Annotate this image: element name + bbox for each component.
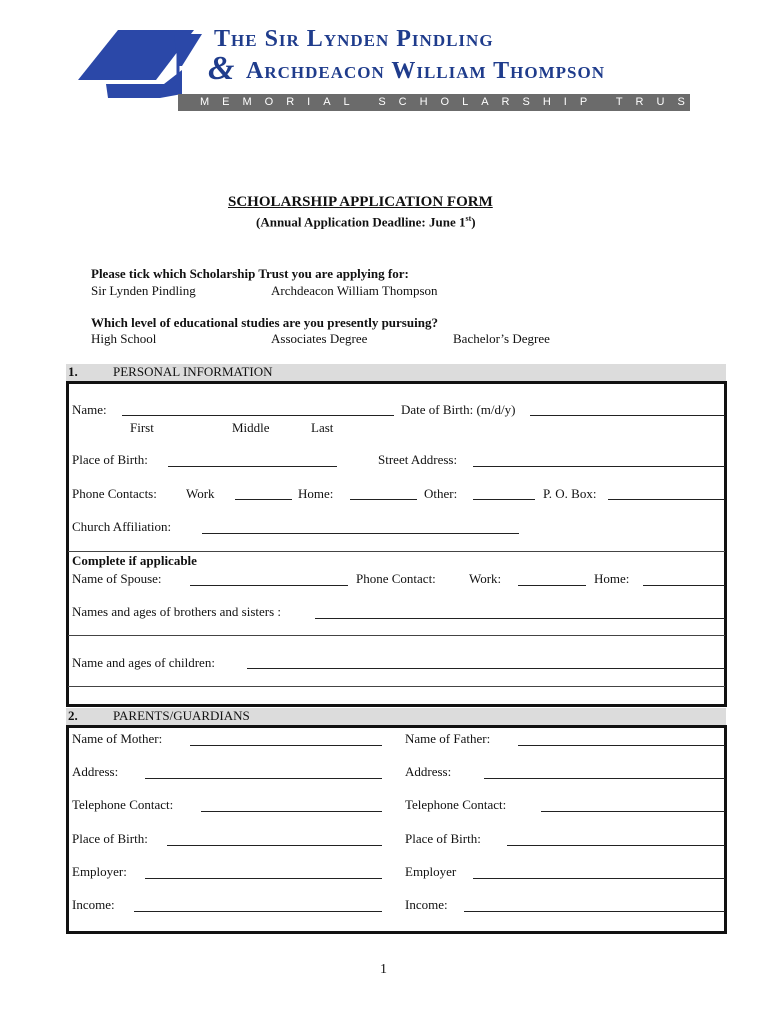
trust-question: Please tick which Scholarship Trust you are applying for: — [91, 266, 409, 281]
form-title: SCHOLARSHIP APPLICATION FORM — [228, 194, 493, 210]
church-label: Church Affiliation: — [72, 519, 172, 534]
mother-birthplace-label: Place of Birth: — [72, 831, 148, 846]
level-question: Which level of educational studies are you presently pursuing? — [91, 315, 438, 330]
father-address-label: Address: — [405, 764, 452, 779]
phone-home-label: Home: — [298, 486, 334, 501]
trust-option-thompson[interactable] — [271, 283, 444, 299]
father-label: Name of Father: — [405, 731, 491, 746]
father-telephone-label: Telephone Contact: — [405, 797, 507, 812]
siblings-field[interactable] — [315, 618, 725, 619]
father-employer-field[interactable] — [473, 878, 725, 879]
mother-birthplace-field[interactable] — [167, 845, 382, 846]
name-label: Name: — [72, 402, 107, 417]
father-income-label: Income: — [405, 897, 448, 912]
mother-income-field[interactable] — [134, 911, 382, 912]
spouse-field[interactable] — [190, 585, 348, 586]
section1-number: 1. — [68, 364, 78, 379]
mother-address-label: Address: — [72, 764, 119, 779]
spouse-work-label: Work: — [469, 571, 502, 586]
level-option-associates[interactable] — [271, 331, 373, 347]
level-option-bachelors[interactable] — [453, 331, 556, 347]
phone-contacts-label: Phone Contacts: — [72, 486, 157, 501]
mother-label: Name of Mother: — [72, 731, 163, 746]
name-middle-label: Middle — [232, 420, 270, 435]
level-option-label: High School — [91, 331, 157, 346]
father-telephone-field[interactable] — [541, 811, 725, 812]
church-field[interactable] — [202, 533, 519, 534]
logo-title-line2: Archdeacon William Thompson — [246, 58, 605, 84]
trust-option-label: Archdeacon William Thompson — [271, 283, 438, 298]
logo-ampersand: & — [208, 50, 235, 87]
mother-address-field[interactable] — [145, 778, 382, 779]
spouse-home-field[interactable] — [643, 585, 725, 586]
mother-employer-label: Employer: — [72, 864, 127, 879]
trust-option-pindling[interactable] — [91, 283, 202, 299]
dob-label: Date of Birth: (m/d/y) — [401, 402, 516, 417]
dob-field[interactable] — [530, 415, 725, 416]
father-income-field[interactable] — [464, 911, 725, 912]
name-first-label: First — [130, 420, 154, 435]
spouse-home-label: Home: — [594, 571, 630, 586]
trust-option-label: Sir Lynden Pindling — [91, 283, 196, 298]
spouse-label: Name of Spouse: — [72, 571, 162, 586]
applicable-divider — [68, 551, 725, 552]
level-option-label: Bachelor’s Degree — [453, 331, 550, 346]
deadline-sup: st — [465, 214, 472, 223]
mother-telephone-label: Telephone Contact: — [72, 797, 174, 812]
deadline-suffix: ) — [471, 214, 476, 230]
section2-number: 2. — [68, 708, 78, 723]
section1-title: PERSONAL INFORMATION — [113, 364, 273, 379]
po-box-label: P. O. Box: — [543, 486, 597, 501]
name-field[interactable] — [122, 415, 394, 416]
father-employer-label: Employer — [405, 864, 457, 879]
logo-band-text: MEMORIAL SCHOLARSHIP TRUST — [200, 96, 718, 108]
section2-title: PARENTS/GUARDIANS — [113, 708, 250, 723]
deadline-prefix: (Annual Application Deadline: June 1 — [256, 214, 466, 230]
place-of-birth-label: Place of Birth: — [72, 452, 148, 467]
siblings-divider — [68, 635, 725, 636]
mother-employer-field[interactable] — [145, 878, 382, 879]
phone-other-label: Other: — [424, 486, 458, 501]
street-address-field[interactable] — [473, 466, 725, 467]
level-option-label: Associates Degree — [271, 331, 368, 346]
phone-home-field[interactable] — [350, 499, 417, 500]
street-address-label: Street Address: — [378, 452, 458, 467]
children-divider — [68, 686, 725, 687]
children-label: Name and ages of children: — [72, 655, 215, 670]
mortarboard-logo-icon — [78, 26, 208, 98]
place-of-birth-field[interactable] — [168, 466, 337, 467]
children-field[interactable] — [247, 668, 725, 669]
father-birthplace-field[interactable] — [507, 845, 725, 846]
logo-title-line1: The Sir Lynden Pindling — [214, 26, 494, 52]
section2-box — [66, 725, 727, 934]
father-address-field[interactable] — [484, 778, 725, 779]
phone-work-field[interactable] — [235, 499, 292, 500]
form-deadline — [256, 214, 476, 230]
father-field[interactable] — [518, 745, 725, 746]
phone-work-label: Work — [186, 486, 215, 501]
name-last-label: Last — [311, 420, 334, 435]
mother-field[interactable] — [190, 745, 382, 746]
page-number: 1 — [380, 962, 387, 977]
logo-band — [178, 94, 718, 111]
siblings-label: Names and ages of brothers and sisters : — [72, 604, 282, 619]
level-option-high-school[interactable] — [91, 331, 162, 347]
mother-income-label: Income: — [72, 897, 115, 912]
mother-telephone-field[interactable] — [201, 811, 382, 812]
phone-other-field[interactable] — [473, 499, 535, 500]
complete-if-applicable: Complete if applicable — [72, 553, 197, 568]
po-box-field[interactable] — [608, 499, 725, 500]
spouse-work-field[interactable] — [518, 585, 586, 586]
spouse-phone-label: Phone Contact: — [356, 571, 436, 586]
father-birthplace-label: Place of Birth: — [405, 831, 481, 846]
